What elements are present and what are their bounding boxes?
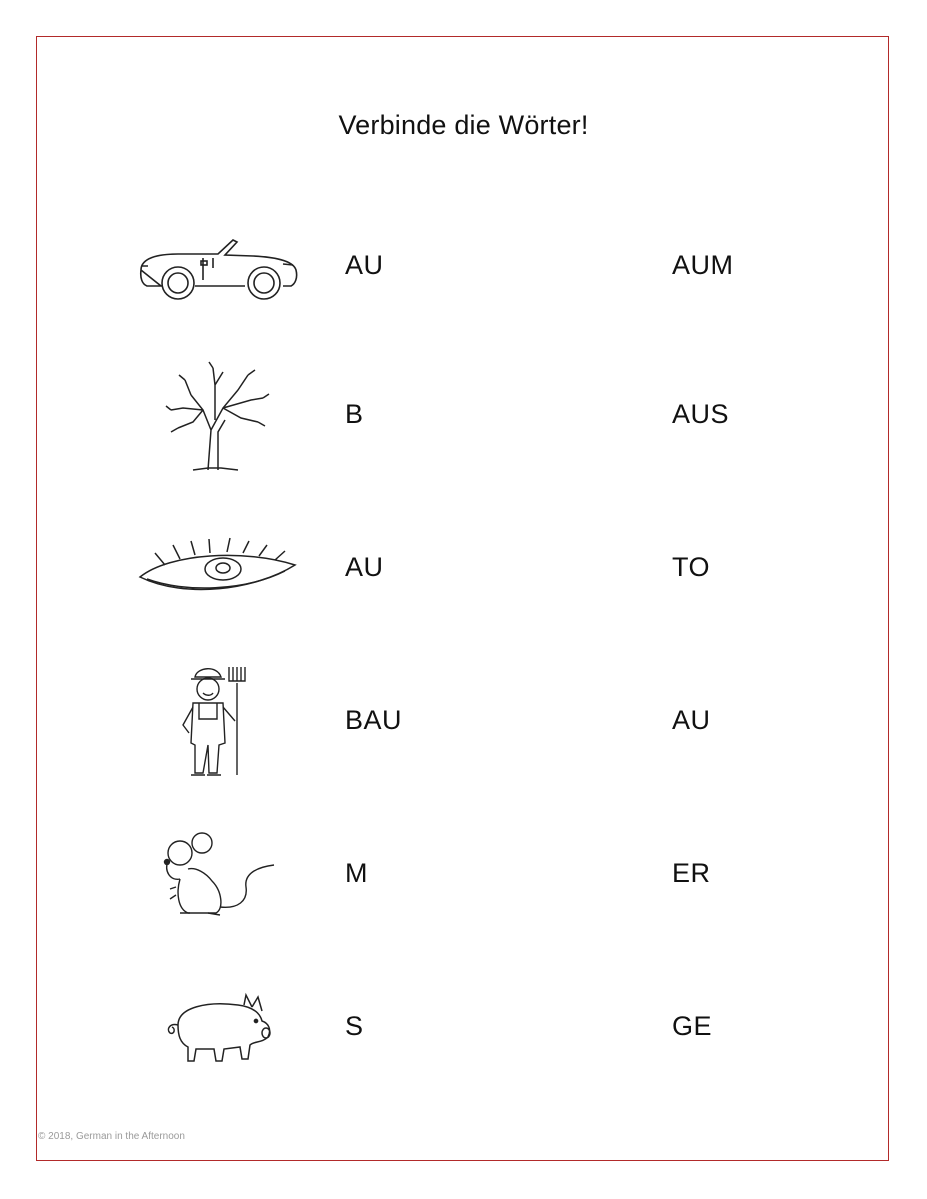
left-word: S: [345, 1011, 364, 1041]
matching-row: [0, 510, 927, 630]
tree-icon: [130, 357, 305, 477]
matching-row: [0, 663, 927, 783]
left-word: BAU: [345, 705, 403, 735]
farmer-icon: [130, 663, 305, 783]
pig-icon: [130, 969, 305, 1089]
matching-row: [0, 969, 927, 1089]
car-icon: [130, 208, 305, 328]
right-word: ER: [672, 858, 711, 888]
right-word: AU: [672, 705, 711, 735]
copyright-footer: © 2018, German in the Afternoon: [38, 1131, 185, 1142]
eye-icon: [130, 510, 305, 630]
matching-row: [0, 816, 927, 936]
right-word: TO: [672, 552, 711, 582]
right-word: GE: [672, 1011, 713, 1041]
mouse-icon: [130, 816, 305, 936]
left-word: AU: [345, 552, 384, 582]
matching-row: [0, 357, 927, 477]
left-word: B: [345, 399, 364, 429]
left-word: AU: [345, 250, 384, 280]
matching-row: [0, 208, 927, 328]
right-word: AUM: [672, 250, 734, 280]
right-word: AUS: [672, 399, 730, 429]
worksheet-title: Verbinde die Wörter!: [338, 110, 589, 140]
left-word: M: [345, 858, 368, 888]
